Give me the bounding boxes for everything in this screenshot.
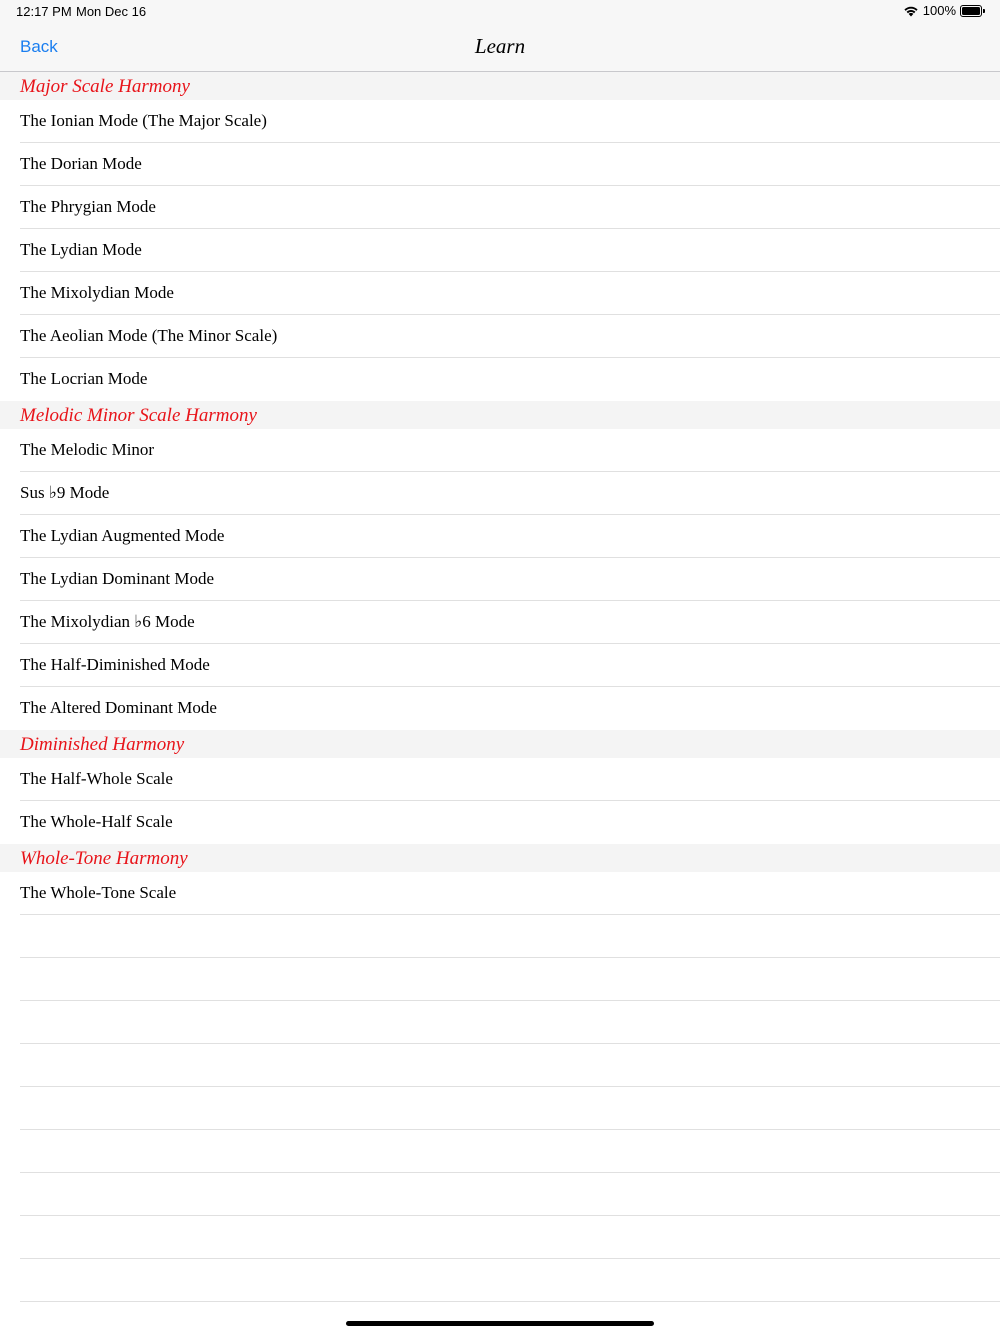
battery-percentage: 100% [922,3,956,18]
list-item[interactable] [0,315,1000,358]
status-time: 12:17 PM [16,4,72,19]
battery-icon [960,5,986,17]
list-item-label: The Mixolydian ♭6 Mode [20,612,195,631]
list-item-label: The Locrian Mode [20,369,148,388]
list-item-label: The Dorian Mode [20,154,142,173]
list-item[interactable] [0,558,1000,601]
list-item[interactable] [0,872,1000,915]
list-item-label: The Half-Diminished Mode [20,655,210,674]
list-item[interactable] [0,801,1000,844]
list-item-label: The Whole-Tone Scale [20,883,177,902]
list-item-label: The Half-Whole Scale [20,769,173,788]
home-indicator [346,1321,654,1326]
status-indicators [903,3,986,18]
empty-row [0,1259,1000,1302]
list-item[interactable] [0,472,1000,515]
section-title: Whole-Tone Harmony [20,848,188,869]
list-item-label: The Whole-Half Scale [20,812,173,831]
list-item-label: The Lydian Mode [20,240,142,259]
status-date: Mon Dec 16 [76,4,147,19]
list-item[interactable] [0,358,1000,401]
list-item[interactable] [0,186,1000,229]
list-item[interactable] [0,429,1000,472]
section-title: Major Scale Harmony [20,76,190,97]
empty-row [0,958,1000,1001]
status-bar [0,0,1000,24]
empty-row [0,1087,1000,1130]
list-item[interactable] [0,100,1000,143]
list-item[interactable] [0,601,1000,644]
list-item-label: The Lydian Dominant Mode [20,569,215,588]
list-item[interactable] [0,515,1000,558]
empty-row [0,915,1000,958]
learn-list [0,72,1000,1302]
list-item[interactable] [0,758,1000,801]
list-item-label: Sus ♭9 Mode [20,483,110,502]
section-header [0,401,1000,429]
section-header [0,844,1000,872]
list-item-label: The Ionian Mode (The Major Scale) [20,111,267,130]
section-header [0,730,1000,758]
list-item-label: The Altered Dominant Mode [20,698,217,717]
navigation-bar [0,24,1000,72]
section-title: Melodic Minor Scale Harmony [20,405,257,426]
list-item[interactable] [0,143,1000,186]
page-title: Learn [474,34,526,58]
list-item-label: The Aeolian Mode (The Minor Scale) [20,326,278,345]
empty-row [0,1001,1000,1044]
empty-row [0,1173,1000,1216]
empty-row [0,1044,1000,1087]
list-item-label: The Mixolydian Mode [20,283,174,302]
wifi-icon [903,4,919,17]
list-item[interactable] [0,272,1000,315]
list-item[interactable] [0,229,1000,272]
empty-row [0,1216,1000,1259]
section-title: Diminished Harmony [20,734,185,755]
list-item-label: The Phrygian Mode [20,197,156,216]
list-item-label: The Lydian Augmented Mode [20,526,225,545]
list-item-label: The Melodic Minor [20,440,155,459]
back-button[interactable]: Back [20,37,58,56]
section-header [0,72,1000,100]
list-item[interactable] [0,687,1000,730]
list-item[interactable] [0,644,1000,687]
empty-row [0,1130,1000,1173]
